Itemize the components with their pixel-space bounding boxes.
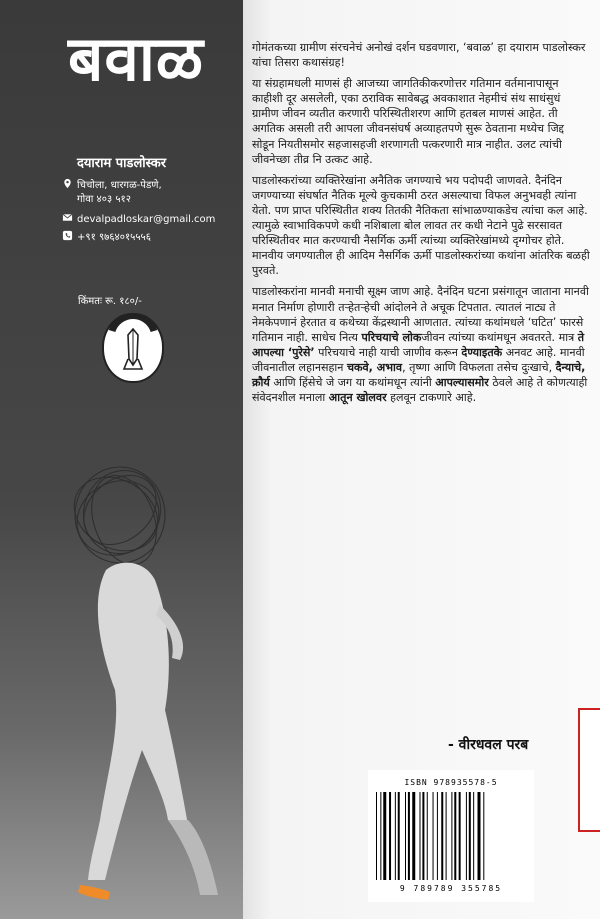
blurb-paragraph-4 [252,284,590,405]
barcode-stripe [405,792,406,880]
email-icon [62,212,73,223]
text-run: जीवन त्यांच्या कथांमधून अवतरते. मात्र [421,330,578,344]
bold-run: आतून खोलवर [328,391,387,405]
text-run: परिचयाचे नाही याची जाणीव करून [314,345,462,359]
barcode-stripe [420,792,421,880]
blurb-text [252,40,590,411]
bold-run: ते आपल्या ‘पुरेसे’ [252,330,585,359]
barcode-stripe [412,792,415,880]
email-block [62,212,215,227]
barcode-stripe [441,792,443,880]
barcode-stripe [380,792,381,880]
price-label: किंमतः रू. १८०/- [78,296,142,307]
cover-left-panel [0,0,243,919]
barcode-stripe [469,792,471,880]
isbn-digits: 9 789789 355785 [399,884,503,893]
author-name: दयाराम पाडलोस्कर [76,156,167,171]
barcode-stripe [478,792,481,880]
address-block [62,178,162,207]
address-line-1: चिचोला, धारगळ-पेडणे, [77,180,162,191]
barcode-stripe [433,792,434,880]
barcode-stripe [422,792,424,880]
bold-run: देण्याइतके [461,345,503,359]
address-line-2: गोवा ४०३ ५१२ [77,194,131,205]
bold-run: दैन्याचे, क्रौर्य [252,360,586,389]
phone-text: +९१ ९७६४०१५५५६ [77,232,151,243]
bold-run: चकवे, अभाव [346,360,403,374]
text-run: पाडलोस्करांना मानवी मनाची सूक्ष्म जाण आहे. दैनंदिन घटना प्रसंगातून जाताना मानवी मनात निर्माण होणारी तऱ्हेतऱ्हेची आंदोलने ते अचूक टिपतात. त्यातलं नाट्य ते नेमकेपणानं हेरतात व कथेच्या केंद्रस्थानी आणतात. त्यांच्या कथांमधले ‘घटित’ फारसे गतिमान नाही. साधेच नित्य [252,285,589,344]
text-run: आणि हिंसेचे जे जग या कथांमधून त्यांनी [269,375,436,389]
isbn-label: ISBN 978935578-5 [404,778,498,787]
barcode-stripe [483,792,484,880]
barcode-stripe [454,792,456,880]
barcode-stripe [446,792,447,880]
barcode-stripe [398,792,400,880]
barcode-stripe [383,792,386,880]
barcode-bars [374,792,528,880]
blurb-paragraph-3: पाडलोस्करांच्या व्यक्तिरेखांना अनैतिक जगण्याचे भय पदोपदी जाणवते. दैनंदिन जगण्याच्या संघर्षात नैतिक मूल्ये कुचकामी ठरत असल्याचा विफल अनुभवही त्यांना येतो. पण प्राप्त परिस्थितीत शक्य तितकी नैतिकता सांभाळण्याकडेच त्यांचा कल आहे. त्यामुळे स्वाभाविकपणे कधी नशिबाला बोल लावत तर कधी नेटाने पुढे सरसावत परिस्थितीवर मात करण्याची नैसर्गिक ऊर्मी त्यांच्या व्यक्तिरेखांमध्ये दृग्गोचर होते. मानवीय जगण्यातील ही आदिम नैसर्गिक ऊर्मी पाडलोस्करांच्या कथांना आंतरिक बळही पुरवते. [252,173,590,278]
barcode-stripe [395,792,396,880]
barcode-stripe [473,792,474,880]
cover-illustration [60,440,250,910]
barcode-stripe [451,792,452,880]
barcode-stripe [389,792,391,880]
email-text: devalpadloskar@gmail.com [77,214,216,225]
text-run: हलवून टाकणारे आहे. [386,391,477,405]
blurb-paragraph-1: गोमंतकच्या ग्रामीण संरचनेचं अनोखं दर्शन घडवणारा, ‘बवाळ’ हा दयाराम पाडलोस्कर यांचा तिसरा कथासंग्रह! [252,41,586,70]
text-run: अनवट आहे. मानवी जीवनातील लहानसहान [252,345,585,374]
namaste-hands-icon [104,315,162,381]
location-icon [62,178,73,189]
barcode-stripe [376,792,377,880]
barcode-stripe [466,792,467,880]
text-run: , तृष्णा आणि विफलता तसेच दुःखाचे, [402,360,556,374]
library-sticker [578,708,600,832]
phone-icon [62,230,73,241]
text-run: ठेवले आहे ते कोणत्याही संवेदनशील मनाला [252,375,588,405]
barcode-stripe [437,792,438,880]
blurb-paragraph-2: या संग्रहामधली माणसं ही आजच्या जागतिकीकरणोत्तर गतिमान वर्तमानापासून काहीशी दूर असलेली, एका ठराविक सावेबद्ध अवकाशात नेहमीचं संथ साधंसुधं ग्रामीण जीवन व्यतीत करणारी परिस्थितीशरण आणि हतबल माणसं आहेत. ती अगतिक असली तरी आपला जीवनसंघर्ष अव्याहतपणे सुरू ठेवताना मध्येच जिद्द सोडून नियतीसमोर सहजासहजी शरणागती पत्करणारी मात्र नाहीत. उलट त्यांची जीवनेच्छा तीव्र नि उत्कट आहे. [252,77,565,166]
isbn-barcode [368,770,534,902]
publisher-logo [102,313,164,383]
blurb-signature: - वीरधवल परब [448,737,529,753]
barcode-stripe [459,792,461,880]
phone-block [62,230,151,245]
bold-run: आपल्यासमोर [435,375,489,389]
bold-run: परिचयाचे लोक [361,330,422,344]
barcode-stripe [427,792,428,880]
barcode-stripe [408,792,410,880]
book-title: बवाळ [68,22,205,95]
